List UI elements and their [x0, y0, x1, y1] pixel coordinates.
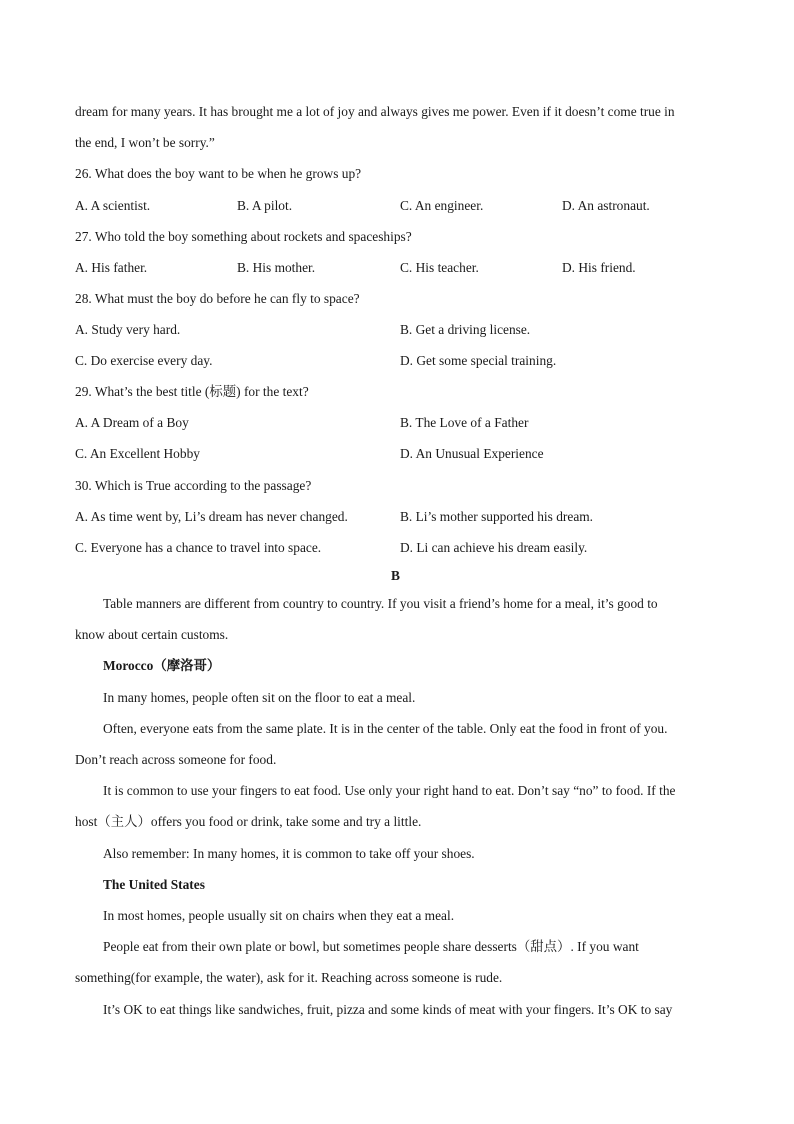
intro-line-2: the end, I won’t be sorry.”: [75, 135, 215, 150]
us-p3-line-1: It’s OK to eat things like sandwiches, fruit, pizza and some kinds of meat with your fingers. It’s OK to say: [103, 1002, 673, 1017]
morocco-p2-line-1: Often, everyone eats from the same plate. It is in the center of the table. Only eat the food in front of you.: [103, 721, 668, 736]
section-b-title: B: [391, 568, 400, 583]
q26-option-c: C. An engineer.: [400, 198, 484, 213]
question-30-stem: 30. Which is True according to the passage?: [75, 478, 312, 493]
morocco-p1: In many homes, people often sit on the floor to eat a meal.: [103, 690, 416, 705]
q30-option-b: B. Li’s mother supported his dream.: [400, 509, 594, 524]
us-heading: The United States: [103, 877, 205, 892]
q28-option-b: B. Get a driving license.: [400, 322, 531, 337]
question-26-stem: 26. What does the boy want to be when he grows up?: [75, 166, 362, 181]
q27-option-c: C. His teacher.: [400, 260, 479, 275]
q26-option-d: D. An astronaut.: [562, 198, 650, 213]
us-p1: In most homes, people usually sit on chairs when they eat a meal.: [103, 908, 455, 923]
q28-option-a: A. Study very hard.: [75, 322, 181, 337]
q29-option-a: A. A Dream of a Boy: [75, 415, 189, 430]
question-29-stem: 29. What’s the best title (标题) for the text?: [75, 384, 309, 399]
morocco-p3-line-1: It is common to use your fingers to eat food. Use only your right hand to eat. Don’t say “no” to food. If the: [103, 783, 676, 798]
morocco-p3-line-2: host（主人）offers you food or drink, take some and try a little.: [75, 814, 422, 829]
question-27-stem: 27. Who told the boy something about rockets and spaceships?: [75, 229, 412, 244]
question-28-stem: 28. What must the boy do before he can fly to space?: [75, 291, 360, 306]
us-p2-line-2: something(for example, the water), ask for it. Reaching across someone is rude.: [75, 970, 503, 985]
section-b-intro-line-1: Table manners are different from country to country. If you visit a friend’s home for a meal, it’s good to: [103, 596, 658, 611]
q30-option-c: C. Everyone has a chance to travel into space.: [75, 540, 322, 555]
morocco-p2-line-2: Don’t reach across someone for food.: [75, 752, 277, 767]
q30-option-a: A. As time went by, Li’s dream has never changed.: [75, 509, 348, 524]
section-b-intro-line-2: know about certain customs.: [75, 627, 229, 642]
us-p2-line-1: People eat from their own plate or bowl, but sometimes people share desserts（甜点）. If you want: [103, 939, 639, 954]
q28-option-c: C. Do exercise every day.: [75, 353, 213, 368]
q29-option-c: C. An Excellent Hobby: [75, 446, 200, 461]
morocco-p4: Also remember: In many homes, it is common to take off your shoes.: [103, 846, 475, 861]
morocco-heading: Morocco（摩洛哥）: [103, 658, 221, 673]
q26-option-b: B. A pilot.: [237, 198, 293, 213]
q28-option-d: D. Get some special training.: [400, 353, 557, 368]
q27-option-d: D. His friend.: [562, 260, 636, 275]
q29-option-b: B. The Love of a Father: [400, 415, 529, 430]
intro-line-1: dream for many years. It has brought me a lot of joy and always gives me power. Even if it doesn’t come true in: [75, 104, 675, 119]
q30-option-d: D. Li can achieve his dream easily.: [400, 540, 588, 555]
q27-option-a: A. His father.: [75, 260, 148, 275]
q29-option-d: D. An Unusual Experience: [400, 446, 544, 461]
q27-option-b: B. His mother.: [237, 260, 316, 275]
q26-option-a: A. A scientist.: [75, 198, 151, 213]
